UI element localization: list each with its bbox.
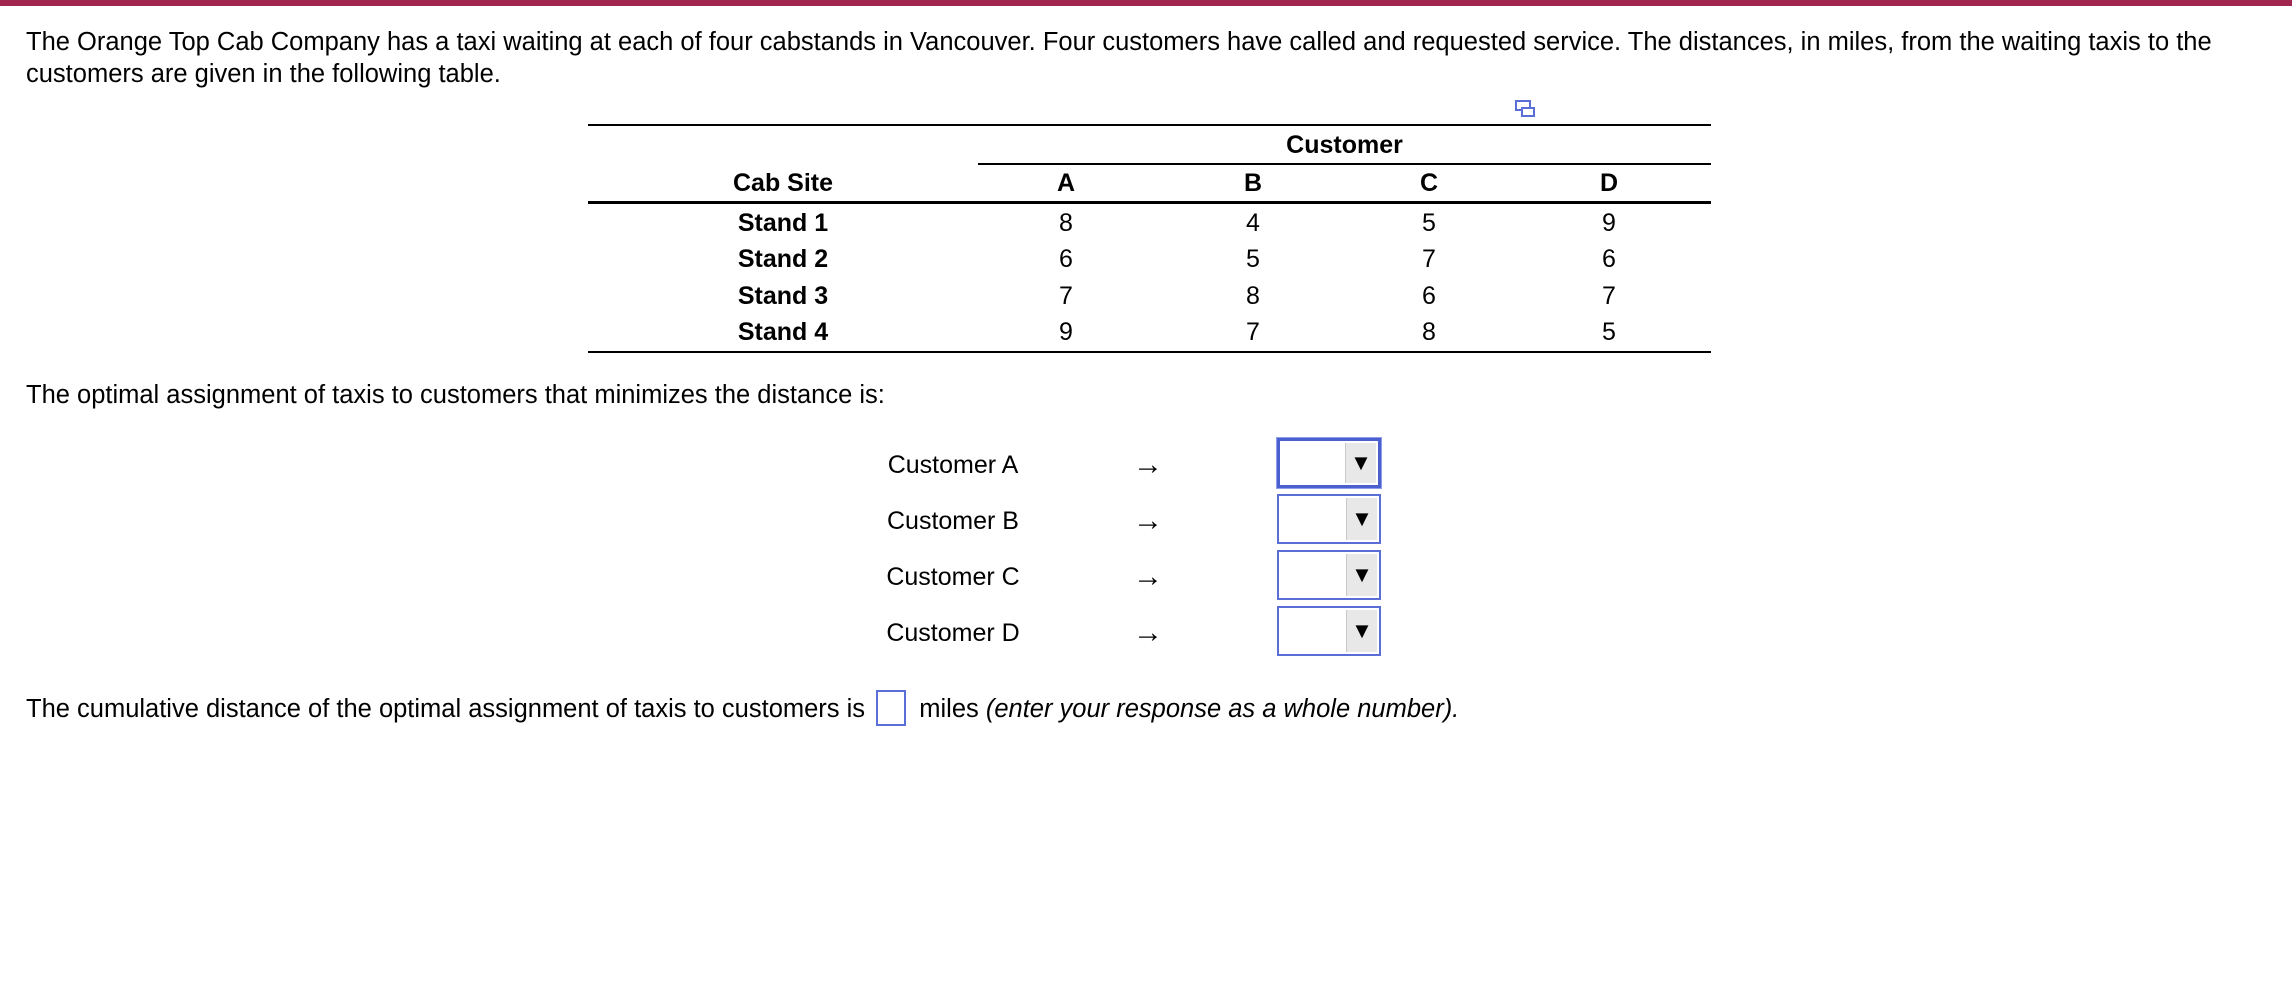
miles-unit: miles <box>919 695 979 723</box>
distance-cell: 7 <box>1246 318 1260 346</box>
cab-site-header: Cab Site <box>732 169 834 197</box>
distance-cell: 9 <box>1059 318 1073 346</box>
distance-cell: 6 <box>1059 245 1073 273</box>
cumulative-distance-text: The cumulative distance of the optimal assignment of taxis to customers is <box>26 695 866 723</box>
customer-c-label: Customer C <box>886 563 1020 591</box>
distance-cell: 8 <box>1422 318 1436 346</box>
cumulative-distance-sentence <box>26 690 1459 728</box>
row-label: Stand 1 <box>737 209 829 237</box>
row-label: Stand 3 <box>737 282 829 310</box>
chevron-down-icon[interactable]: ▼ <box>1346 610 1377 652</box>
arrow-icon: → <box>1133 560 1163 593</box>
copy-table-icon[interactable] <box>1514 97 1538 121</box>
customer-a-label: Customer A <box>887 451 1019 479</box>
distance-cell: 8 <box>1059 209 1073 237</box>
customer-b-stand-dropdown[interactable] <box>1277 494 1381 544</box>
question-intro: The Orange Top Cab Company has a taxi waiting at each of four cabstands in Vancouver. Four customers have called and requested service. The distances, in miles, from the waiting taxis to the customers are given in the following table. <box>26 28 2212 88</box>
chevron-down-icon[interactable]: ▼ <box>1345 443 1376 483</box>
column-header-a: A <box>1056 169 1076 197</box>
distance-cell: 5 <box>1422 209 1436 237</box>
header-rule <box>588 201 1711 204</box>
distance-cell: 8 <box>1246 282 1260 310</box>
customer-b-label: Customer B <box>887 507 1019 535</box>
customer-group-rule <box>978 163 1711 165</box>
column-header-c: C <box>1419 169 1439 197</box>
customer-c-stand-dropdown[interactable] <box>1277 550 1381 600</box>
column-header-d: D <box>1599 169 1619 197</box>
assignment-prompt: The optimal assignment of taxis to customers that minimizes the distance is: <box>26 381 885 409</box>
distance-table <box>588 124 1711 354</box>
distance-cell: 7 <box>1059 282 1073 310</box>
whole-number-hint: (enter your response as a whole number). <box>985 695 1460 723</box>
arrow-icon: → <box>1133 448 1163 481</box>
customer-group-header: Customer <box>1286 131 1403 159</box>
arrow-icon: → <box>1133 616 1163 649</box>
table-bottom-rule <box>588 351 1711 353</box>
customer-d-label: Customer D <box>886 619 1020 647</box>
table-top-rule <box>588 124 1711 126</box>
chevron-down-icon[interactable]: ▼ <box>1346 498 1377 540</box>
distance-cell: 5 <box>1602 318 1616 346</box>
distance-cell: 4 <box>1246 209 1260 237</box>
cumulative-distance-input[interactable] <box>876 690 906 726</box>
distance-cell: 6 <box>1602 245 1616 273</box>
distance-cell: 7 <box>1422 245 1436 273</box>
row-label: Stand 4 <box>737 318 829 346</box>
distance-cell: 5 <box>1246 245 1260 273</box>
distance-cell: 7 <box>1602 282 1616 310</box>
customer-a-stand-dropdown[interactable] <box>1277 438 1381 488</box>
chevron-down-icon[interactable]: ▼ <box>1346 554 1377 596</box>
top-accent-bar <box>0 0 2292 6</box>
customer-d-stand-dropdown[interactable] <box>1277 606 1381 656</box>
distance-cell: 9 <box>1602 209 1616 237</box>
arrow-icon: → <box>1133 504 1163 537</box>
column-header-b: B <box>1243 169 1263 197</box>
row-label: Stand 2 <box>737 245 829 273</box>
distance-cell: 6 <box>1422 282 1436 310</box>
